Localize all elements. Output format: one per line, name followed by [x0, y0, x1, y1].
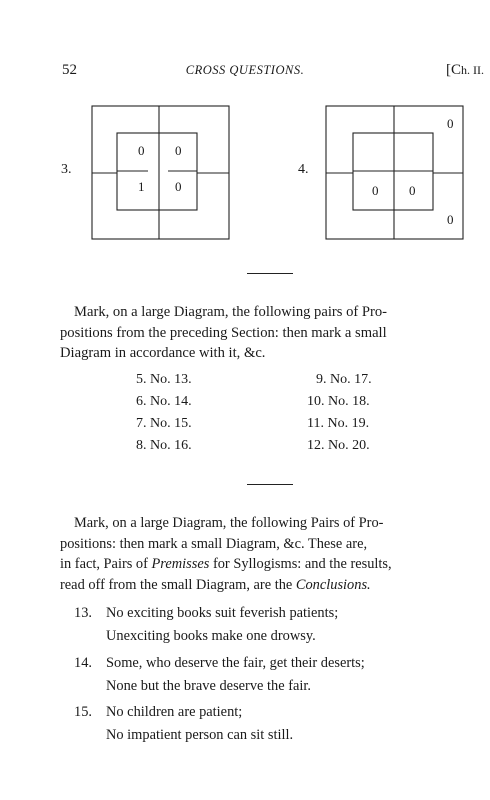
- running-title: CROSS QUESTIONS.: [185, 63, 305, 77]
- proposition-premiss: No impatient person can sit still.: [106, 727, 294, 743]
- pair-item: 8. No. 16.: [136, 438, 192, 453]
- section-two-text: in fact, Pairs of: [60, 556, 152, 572]
- pair-item: 9. No. 17.: [316, 372, 372, 387]
- section-two-paragraph: [60, 513, 483, 595]
- proposition-premiss: No exciting books suit feverish patients;: [106, 605, 339, 621]
- diagram-3-cell-x-prime-y-prime: 0: [175, 179, 182, 194]
- diagram-4-outer-top-right: 0: [447, 116, 454, 131]
- pair-item: 12. No. 20.: [307, 438, 370, 453]
- section-one-line: positions from the preceding Section: then mark a small: [60, 324, 387, 341]
- section-two-line: [60, 575, 483, 596]
- section-two-text: read off from the small Diagram, are the: [60, 576, 296, 593]
- chapter-rest: h. II.: [461, 63, 484, 77]
- diagram-4-cell-x-prime-y-prime: 0: [409, 183, 416, 198]
- pair-item: 7. No. 15.: [136, 416, 192, 431]
- proposition-premiss: No children are patient;: [106, 704, 243, 720]
- pair-item: 5. No. 13.: [136, 372, 192, 387]
- proposition-premiss: None but the brave deserve the fair.: [106, 678, 311, 694]
- diagram-4-label: 4.: [298, 162, 309, 177]
- section-two-line: Mark, on a large Diagram, the following Pairs of Pro-: [74, 515, 384, 531]
- pair-item: 10. No. 18.: [307, 394, 370, 409]
- pair-item: 11. No. 19.: [307, 416, 370, 431]
- section-divider: [247, 484, 293, 485]
- proposition-number: 14.: [74, 655, 92, 671]
- section-two-text: for Syllogisms: and the results,: [209, 556, 392, 572]
- section-divider: [247, 273, 293, 274]
- diagram-3-cell-xy: 0: [138, 143, 145, 158]
- proposition-premiss: Some, who deserve the fair, get their deserts;: [106, 655, 365, 671]
- diagram-4-outer-bottom-right: 0: [447, 212, 454, 227]
- premisses-emphasis: Premisses: [151, 556, 210, 572]
- diagram-4-cell-x-prime-y: 0: [372, 183, 379, 198]
- page-header: [0, 62, 490, 82]
- chapter-reference: [446, 62, 484, 79]
- section-one-line: Diagram in accordance with it, &c.: [60, 345, 266, 361]
- section-one-line: Mark, on a large Diagram, the following pairs of Pro-: [74, 304, 388, 320]
- pair-item: 6. No. 14.: [136, 394, 192, 409]
- section-one-paragraph: [60, 302, 483, 364]
- section-two-line: [60, 554, 483, 575]
- conclusions-emphasis: Conclusions.: [295, 576, 371, 593]
- chapter-open: [C: [446, 62, 461, 78]
- proposition-number: 15.: [74, 704, 92, 720]
- diagram-3-cell-xy-prime: 0: [175, 143, 182, 158]
- section-two-line: positions: then mark a small Diagram, &c. These are,: [60, 535, 368, 552]
- proposition-number: 13.: [74, 605, 92, 621]
- diagram-3: [88, 103, 234, 243]
- proposition-premiss: Unexciting books make one drowsy.: [106, 628, 316, 644]
- diagram-3-label: 3.: [61, 162, 72, 177]
- page-number: 52: [62, 62, 77, 78]
- diagram-3-cell-x-prime-y: 1: [138, 179, 145, 194]
